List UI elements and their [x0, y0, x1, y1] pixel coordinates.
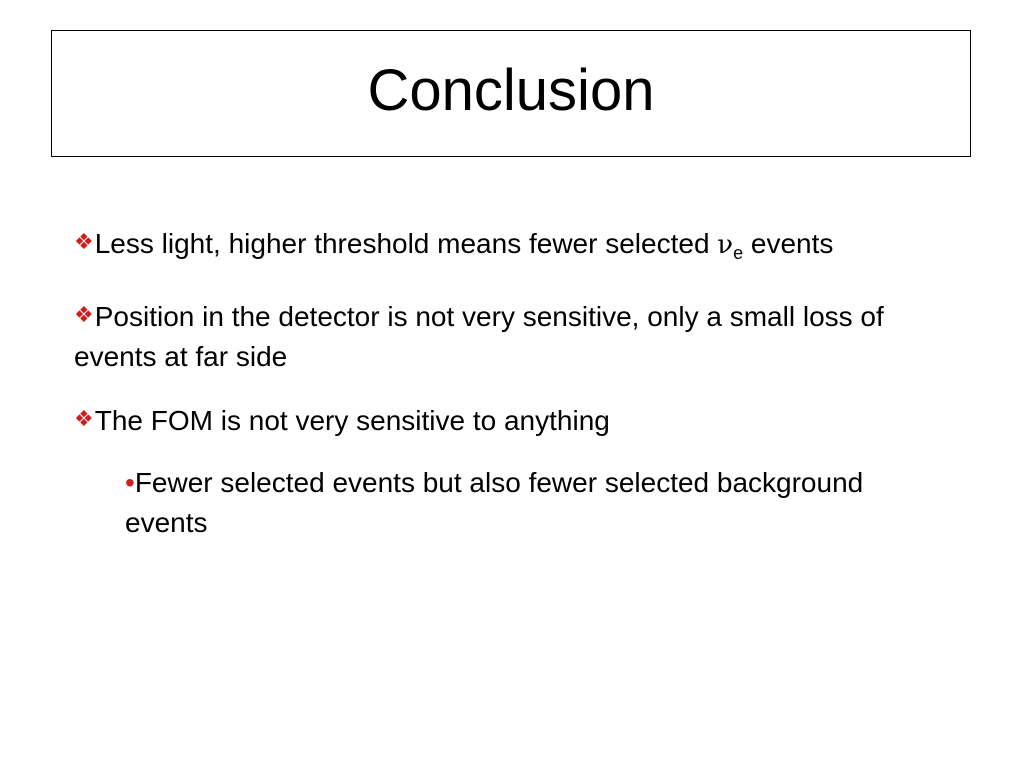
slide-title: Conclusion [367, 57, 655, 123]
bullet-text: Less light, higher threshold means fewer selected [94, 228, 718, 259]
bullet-text: The FOM is not very sensitive to anything [94, 405, 610, 436]
nu-symbol: ν [717, 230, 734, 260]
bullet-item [74, 295, 904, 377]
bullet-text: Fewer selected events but also fewer selected background events [125, 467, 864, 538]
dot-bullet-icon: • [125, 467, 135, 498]
sub-bullet-item [74, 463, 904, 543]
bullet-list [74, 222, 904, 565]
nu-subscript: e [733, 243, 744, 263]
title-box [51, 30, 971, 157]
diamond-bullet-icon: ❖ [74, 229, 93, 254]
bullet-item [74, 399, 904, 441]
diamond-bullet-icon: ❖ [74, 302, 93, 327]
bullet-text: Position in the detector is not very sensitive, only a small loss of events at far side [74, 301, 884, 372]
bullet-text-continued: events [743, 228, 834, 259]
bullet-item [74, 222, 904, 273]
diamond-bullet-icon: ❖ [74, 406, 93, 431]
